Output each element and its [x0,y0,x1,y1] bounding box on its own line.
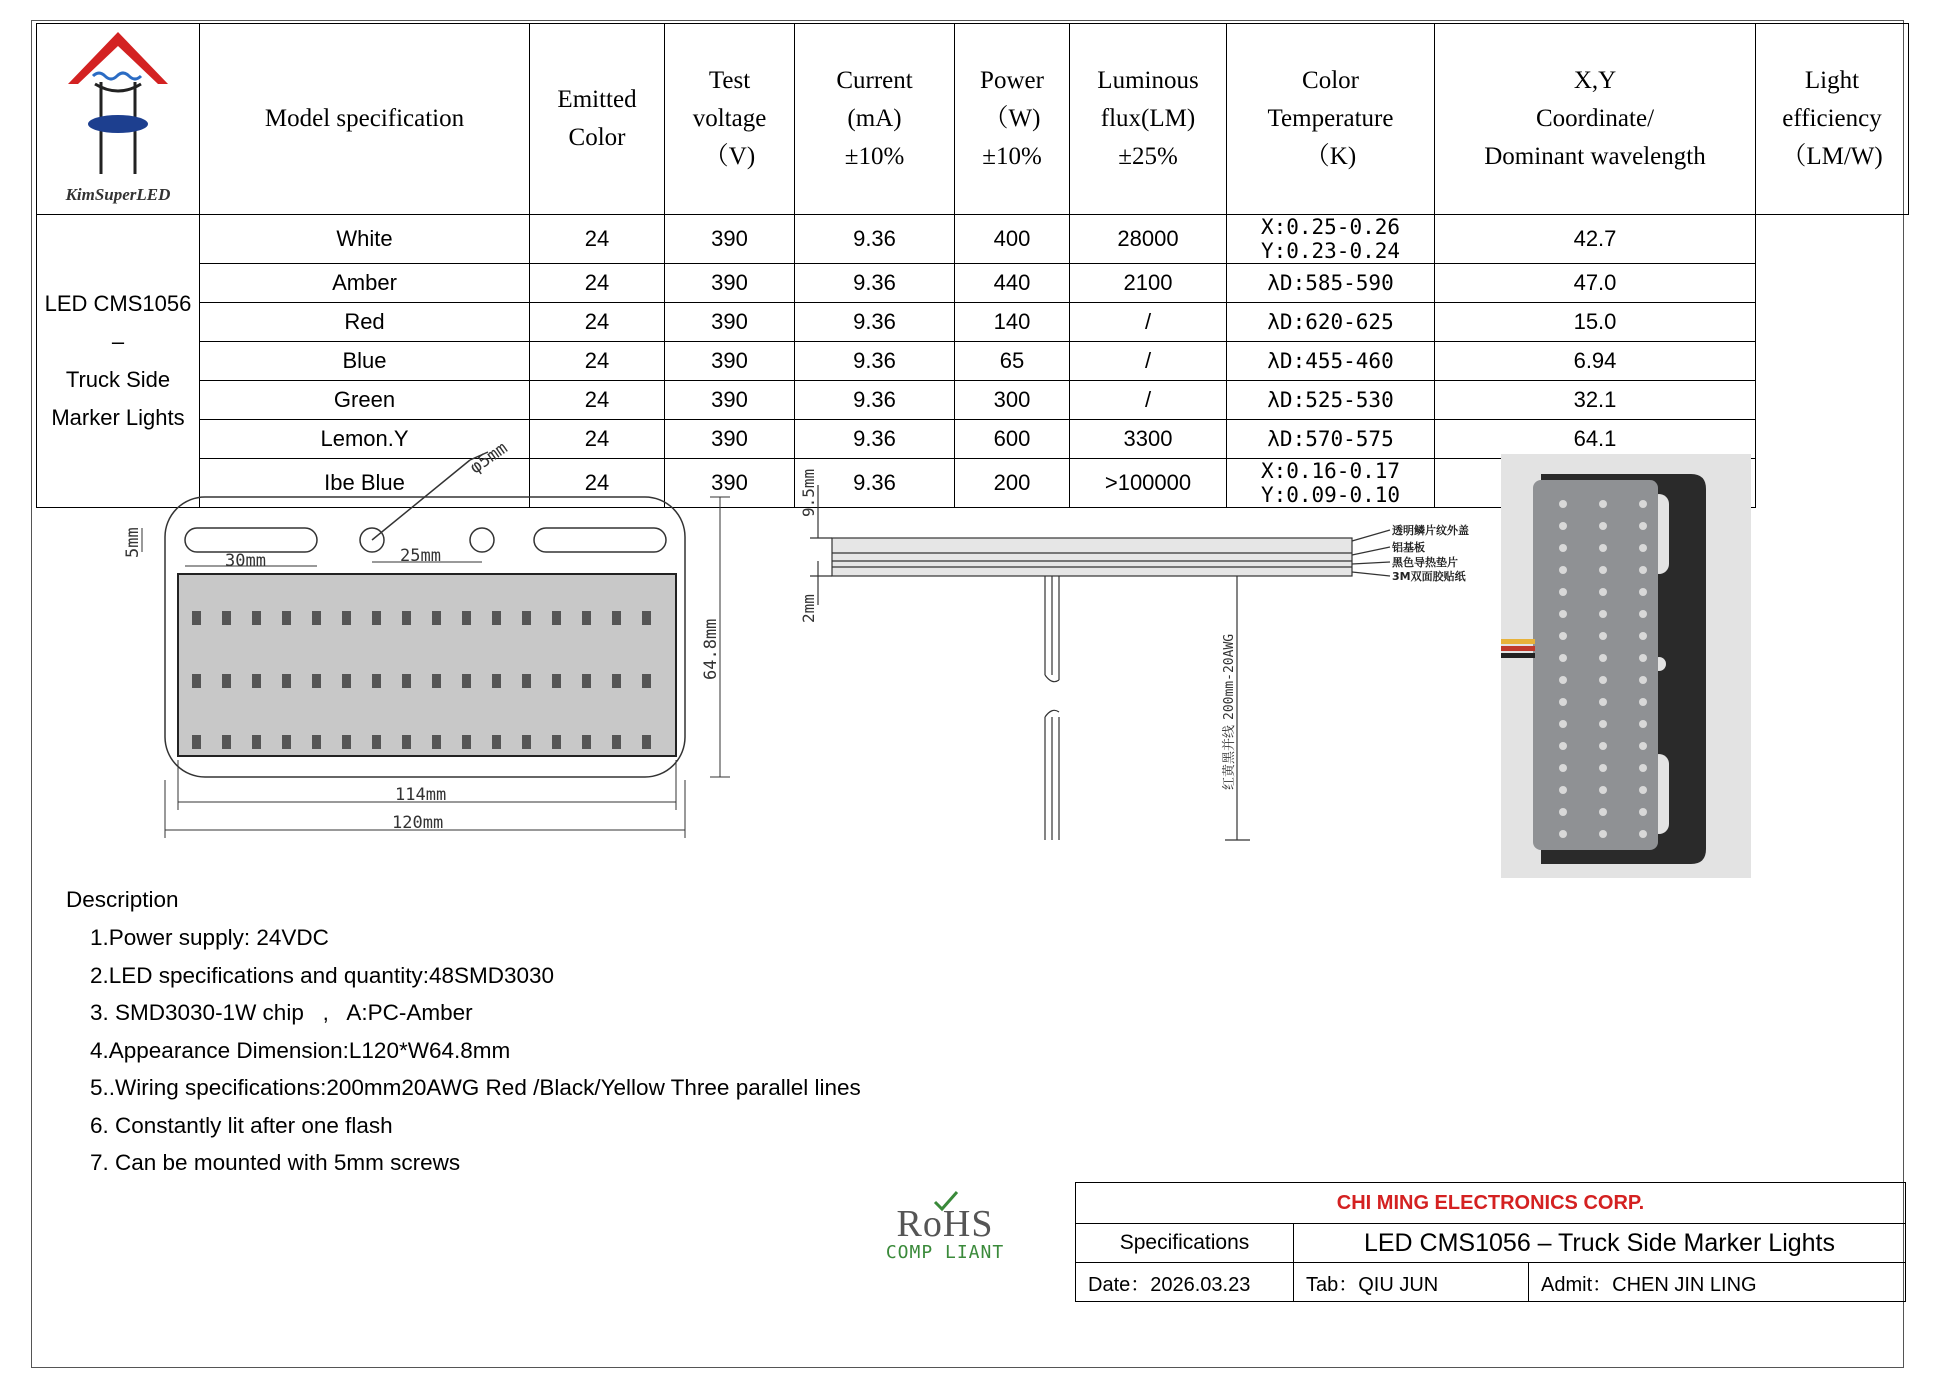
cell-current: 390 [665,459,795,508]
photo-led [1599,632,1607,640]
kimsuperled-logo-icon [63,24,173,174]
header-line: X,Y [1573,67,1617,94]
photo-led [1639,786,1647,794]
led-chip [612,674,621,688]
led-chip [492,674,501,688]
photo-led [1559,610,1567,618]
cell-temp: / [1070,303,1227,342]
photo-led [1639,654,1647,662]
header-line: Temperature [1267,105,1394,132]
header-cell-0 [200,24,530,215]
model-line: Truck Side Marker Lights [51,367,185,430]
led-chip [372,735,381,749]
led-chip [492,611,501,625]
led-chip [552,735,561,749]
mount-hole-right [470,528,494,552]
admit-field: Admit：CHEN JIN LING [1529,1263,1906,1302]
header-line: flux(LM) [1100,105,1196,132]
cell-current: 390 [665,303,795,342]
logo-brand-text: KimSuperLED [65,185,171,204]
cell-voltage: 24 [530,215,665,264]
photo-led [1599,720,1607,728]
dim-9-5-label: 9.5mm [799,468,818,517]
header-line: (mA) [847,105,902,132]
photo-led [1599,522,1607,530]
cell-current: 390 [665,342,795,381]
photo-led [1559,654,1567,662]
header-line: Color [1302,67,1359,94]
led-chip [252,735,261,749]
led-chip [462,674,471,688]
layer-label-2: 铝基板 [1392,541,1425,554]
header-line: ±25% [1118,143,1178,170]
led-chip [432,674,441,688]
header-line: （W) [983,105,1041,132]
header-line: （V) [703,143,756,170]
rohs-mark [880,1190,1010,1263]
cell-power: 9.36 [795,420,955,459]
description-section [66,884,861,1185]
model-line: LED CMS1056 – [44,291,192,354]
photo-led [1599,742,1607,750]
photo-led [1599,786,1607,794]
led-chip [282,674,291,688]
led-chip [192,735,201,749]
photo-led [1599,764,1607,772]
description-item: 1.Power supply: 24VDC [90,925,329,950]
photo-led [1639,566,1647,574]
header-line: Color [568,124,626,151]
header-cell-6 [1227,24,1435,215]
cell-power: 9.36 [795,303,955,342]
led-chip [582,611,591,625]
led-chip [192,611,201,625]
cell-color: Lemon.Y [200,420,530,459]
cell-eff: 64.1 [1435,420,1756,459]
cell-power: 9.36 [795,264,955,303]
header-cell-3 [795,24,955,215]
header-line: ±10% [982,143,1042,170]
cell-voltage: 24 [530,264,665,303]
photo-led [1559,566,1567,574]
header-line: Dominant wavelength [1484,143,1706,170]
led-chip [612,611,621,625]
led-chip [462,735,471,749]
cell-temp: >100000 [1070,459,1227,508]
lens-panel [178,574,676,756]
cell-current: 390 [665,264,795,303]
photo-led [1639,698,1647,706]
photo-led [1559,742,1567,750]
description-item: 6. Constantly lit after one flash [90,1112,393,1138]
photo-led [1599,566,1607,574]
photo-led [1559,720,1567,728]
cell-current: 390 [665,215,795,264]
cell-temp: 2100 [1070,264,1227,303]
led-chip [642,735,651,749]
mount-slot-left [185,528,317,552]
cell-voltage: 24 [530,303,665,342]
photo-led [1559,764,1567,772]
header-line: （K) [1304,143,1357,170]
dim-height-label: 64.8mm [701,618,721,680]
description-title: Description [66,887,179,912]
led-chip [342,735,351,749]
led-chip [612,735,621,749]
led-chip [582,735,591,749]
cell-eff: 6.94 [1435,342,1756,381]
photo-led [1639,522,1647,530]
photo-led [1599,676,1607,684]
photo-led [1599,500,1607,508]
photo-led [1639,808,1647,816]
cell-eff: 15.0 [1435,303,1756,342]
photo-led [1559,786,1567,794]
led-chip [522,611,531,625]
photo-led [1599,588,1607,596]
dim-5mm-label: 5mm [123,527,143,558]
rohs-compliant-text: COMP LIANT [885,1242,1005,1263]
cell-eff: 32.1 [1435,381,1756,420]
dim-2mm-label: 2mm [799,594,818,623]
cell-coord: λD:455-460 [1227,342,1435,381]
header-line: Power [980,67,1044,94]
photo-led [1559,830,1567,838]
cell-coord: λD:570-575 [1227,420,1435,459]
led-chip [312,674,321,688]
led-chip [222,674,231,688]
led-chip [192,674,201,688]
header-line: Test [708,67,751,94]
cell-current: 390 [665,381,795,420]
cell-temp: / [1070,381,1227,420]
cell-coord: λD:620-625 [1227,303,1435,342]
led-chip [552,611,561,625]
title-block [1075,1182,1906,1302]
cell-voltage: 24 [530,342,665,381]
date-field: Date：2026.03.23 [1076,1263,1294,1302]
cell-power: 9.36 [795,381,955,420]
table-row [37,303,1909,342]
spec-value: LED CMS1056 – Truck Side Marker Lights [1294,1224,1906,1263]
cell-coord: λD:585-590 [1227,264,1435,303]
cell-temp: 3300 [1070,420,1227,459]
photo-led [1639,610,1647,618]
cell-color: Ibe Blue [200,459,530,508]
header-line: Luminous [1097,67,1199,94]
photo-led [1639,764,1647,772]
led-chip [402,674,411,688]
photo-led [1559,698,1567,706]
led-chip [342,674,351,688]
photo-led [1639,742,1647,750]
photo-led [1559,500,1567,508]
photo-led [1559,676,1567,684]
cell-flux: 600 [955,420,1070,459]
photo-led [1639,830,1647,838]
header-line: Current [836,67,913,94]
table-row [37,381,1909,420]
led-chip [222,735,231,749]
led-chip [252,674,261,688]
table-row [37,342,1909,381]
description-item: 4.Appearance Dimension:L120*W64.8mm [90,1037,511,1063]
layer-label-1: 透明鳞片纹外盖 [1392,524,1469,537]
cell-flux: 400 [955,215,1070,264]
cell-power: 9.36 [795,342,955,381]
led-chip [282,611,291,625]
photo-led [1559,632,1567,640]
header-cell-1 [530,24,665,215]
description-item: 3. SMD3030-1W chip , A:PC-Amber [90,1000,473,1025]
dim-114-label: 114mm [395,785,447,805]
photo-led [1599,830,1607,838]
rohs-text: RoHS [896,1203,994,1245]
photo-led [1599,808,1607,816]
led-chip [282,735,291,749]
led-chip [252,611,261,625]
led-chip [222,611,231,625]
header-cell-2 [665,24,795,215]
cell-voltage: 24 [530,420,665,459]
led-chip [642,611,651,625]
spec-table [36,23,1909,508]
led-chip [372,674,381,688]
header-line: ±10% [844,143,905,170]
header-line: Coordinate/ [1535,105,1655,132]
cell-flux: 140 [955,303,1070,342]
led-chip [642,674,651,688]
cell-flux: 300 [955,381,1070,420]
photo-led [1559,808,1567,816]
led-chip [432,735,441,749]
led-chip [522,674,531,688]
cell-color: White [200,215,530,264]
led-chip [402,611,411,625]
header-line: voltage [692,105,767,132]
dim-25mm-label: 25mm [400,546,441,566]
wire-spec-label: 200mm-20AWG [1222,633,1237,720]
cell-color: Green [200,381,530,420]
header-cell-4 [955,24,1070,215]
spec-label: Specifications [1076,1224,1294,1263]
description-item: 7. Can be mounted with 5mm screws [90,1150,461,1175]
mount-slot-right [534,528,666,552]
layer-label-3: 黑色导热垫片 [1392,556,1458,569]
cell-coord: λD:525-530 [1227,381,1435,420]
photo-led [1559,544,1567,552]
dim-30mm-label: 30mm [225,551,266,571]
led-chip [522,735,531,749]
cell-flux: 65 [955,342,1070,381]
photo-led [1639,676,1647,684]
cell-eff: 42.7 [1435,215,1756,264]
led-chip [462,611,471,625]
photo-led [1599,654,1607,662]
cell-coord: X:0.25-0.26 Y:0.23-0.24 [1227,215,1435,264]
led-chip [492,735,501,749]
cell-coord: X:0.16-0.17 Y:0.09-0.10 [1227,459,1435,508]
header-cell-8 [1756,24,1909,215]
dim-hole-label: φ5mm [466,438,512,479]
led-chip [552,674,561,688]
description-item: 2.LED specifications and quantity:48SMD3030 [90,962,555,988]
photo-led [1639,720,1647,728]
cell-power: 9.36 [795,459,955,508]
header-line: （LM/W) [1781,143,1883,170]
table-row [37,264,1909,303]
photo-led [1559,588,1567,596]
led-chip [582,674,591,688]
cell-color: Blue [200,342,530,381]
cell-voltage: 24 [530,459,665,508]
cell-flux: 440 [955,264,1070,303]
wire-spec-cn-label: 红黄黑并线 [1222,724,1237,790]
cell-voltage: 24 [530,381,665,420]
led-chip [372,611,381,625]
cell-color: Amber [200,264,530,303]
photo-led [1639,544,1647,552]
table-row [37,215,1909,264]
photo-led [1639,500,1647,508]
cell-eff: 47.0 [1435,264,1756,303]
header-cell-5 [1070,24,1227,215]
header-line: Emitted [557,86,637,113]
tab-field: Tab：QIU JUN [1294,1263,1529,1302]
cell-power: 9.36 [795,215,955,264]
description-item: 5..Wiring specifications:200mm20AWG Red /Black/Yellow Three parallel lines [90,1075,861,1100]
header-cell-7 [1435,24,1756,215]
side-profile [832,538,1352,576]
photo-led [1599,544,1607,552]
photo-led [1599,698,1607,706]
photo-led [1639,632,1647,640]
cell-current: 390 [665,420,795,459]
company-name: CHI MING ELECTRONICS CORP. [1076,1183,1906,1224]
led-chip [432,611,441,625]
led-chip [402,735,411,749]
side-view-drawing [780,455,1480,855]
product-photo [1501,454,1751,878]
led-chip [312,611,321,625]
led-chip [342,611,351,625]
cell-temp: / [1070,342,1227,381]
header-line: Model specification [264,105,465,132]
led-chip [312,735,321,749]
dim-120-label: 120mm [392,813,444,833]
logo-cell [37,24,200,215]
photo-led [1639,588,1647,596]
header-line: efficiency [1782,105,1882,132]
header-line: Light [1804,67,1860,94]
cell-temp: 28000 [1070,215,1227,264]
photo-led [1559,522,1567,530]
cell-flux: 200 [955,459,1070,508]
photo-led [1599,610,1607,618]
cell-color: Red [200,303,530,342]
layer-label-4: 3M双面胶贴纸 [1392,570,1466,583]
